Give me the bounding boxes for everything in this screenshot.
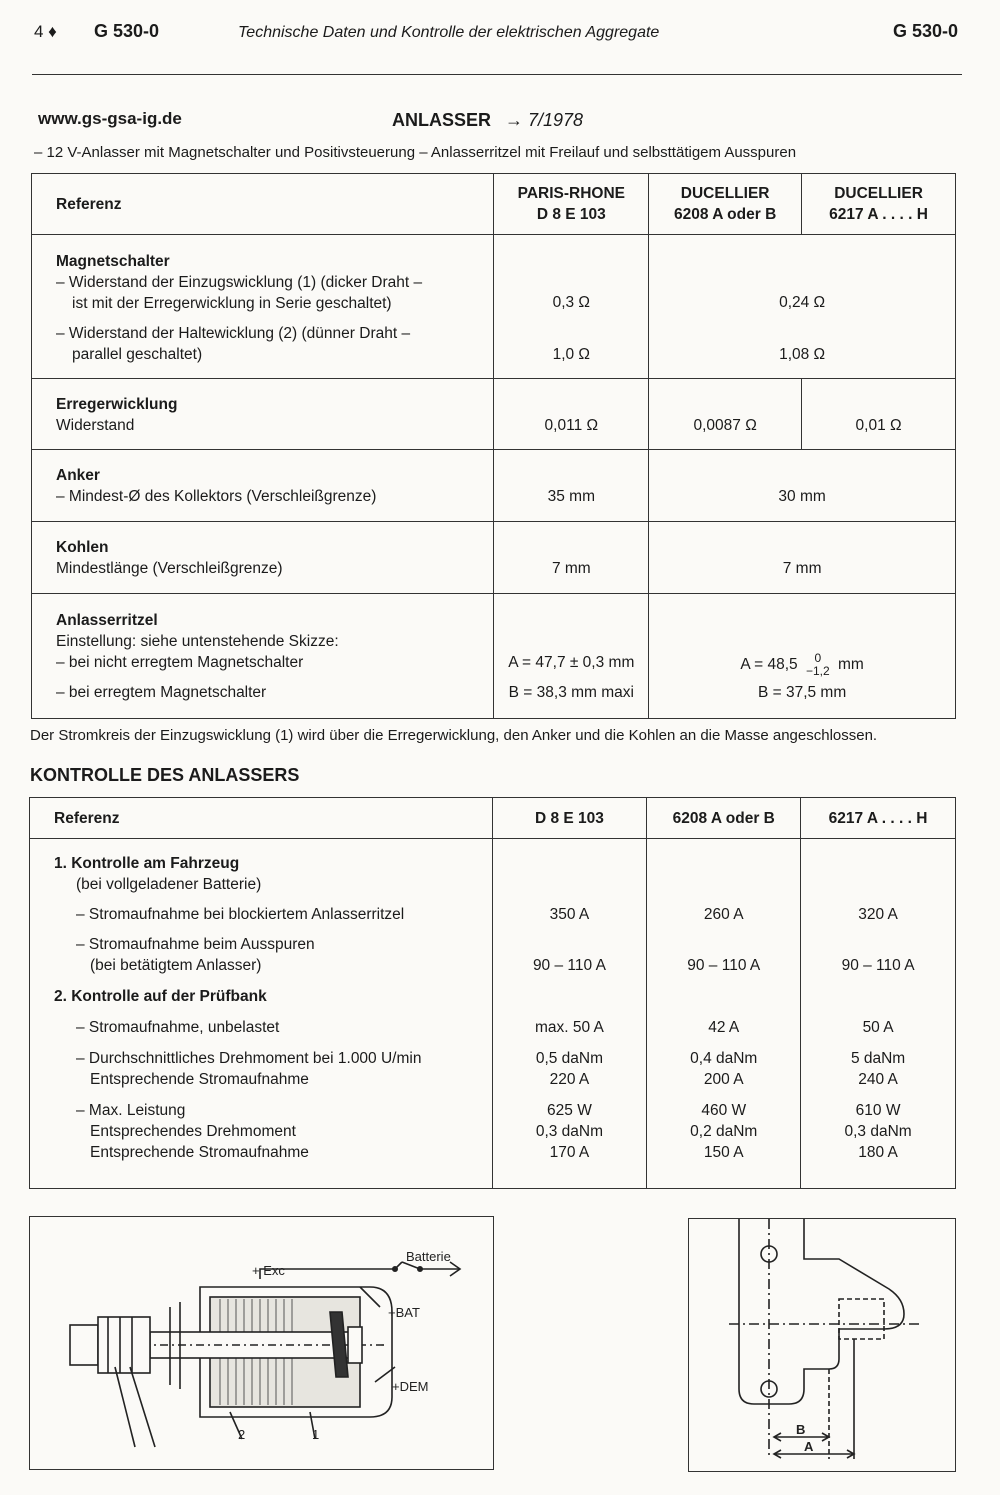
kohlen-sub: Mindestlänge (Verschleißgrenze) bbox=[56, 560, 283, 577]
r5-label-a: – Max. Leistung bbox=[76, 1102, 186, 1119]
pinion-dimension-figure bbox=[688, 1218, 956, 1472]
erreger-title: Erregerwicklung bbox=[56, 396, 178, 413]
doc-code-right: G 530-0 bbox=[892, 21, 958, 41]
header-rule bbox=[32, 74, 962, 75]
nut bbox=[70, 1325, 98, 1365]
col-header-ducellier-6208 bbox=[649, 174, 802, 235]
r1-c1: 350 A bbox=[549, 906, 590, 923]
magnet-v1-c1: 0,3 Ω bbox=[552, 294, 591, 311]
r5c-c3: 180 A bbox=[858, 1144, 898, 1161]
r4b-c2: 200 A bbox=[703, 1071, 744, 1088]
kontrolle-table bbox=[29, 797, 956, 1189]
pinion-sketch bbox=[689, 1219, 955, 1471]
r3-c3: 50 A bbox=[862, 1019, 894, 1036]
r5a-c3: 610 W bbox=[855, 1102, 901, 1119]
kohlen-c1: 7 mm bbox=[494, 522, 649, 594]
r4a-c3: 5 daNm bbox=[850, 1050, 906, 1067]
section-title: ANLASSER bbox=[392, 110, 492, 130]
ritzel-a-c23-unit: mm bbox=[838, 656, 864, 674]
r5-label-c: Entsprechende Stromaufnahme bbox=[90, 1144, 309, 1161]
ritzel-b-c23: B = 37,5 mm bbox=[757, 684, 847, 701]
anker-c1: 35 mm bbox=[494, 450, 649, 522]
r3-c1: max. 50 A bbox=[534, 1019, 604, 1036]
col3-line1: DUCELLIER bbox=[834, 185, 923, 202]
kontrolle-values-c3 bbox=[801, 839, 956, 1189]
ritzel-title: Anlasserritzel bbox=[56, 612, 158, 629]
kontrolle-header-row bbox=[30, 798, 956, 839]
label-batterie: Batterie bbox=[406, 1249, 451, 1264]
label-1: 1 bbox=[312, 1427, 320, 1442]
table-row-anker bbox=[32, 450, 956, 522]
kohlen-title: Kohlen bbox=[56, 539, 109, 556]
r3-label: – Stromaufnahme, unbelastet bbox=[76, 1019, 280, 1036]
r4a-c2: 0,4 daNm bbox=[690, 1050, 758, 1067]
magnet-v2-c1: 1,0 Ω bbox=[552, 346, 591, 363]
magnet-item1-a: – Widerstand der Einzugswicklung (1) (dicker Draht – bbox=[56, 274, 423, 291]
r5a-c1: 625 W bbox=[547, 1102, 592, 1119]
page-title: Technische Daten und Kontrolle der elektrischen Aggregate bbox=[238, 24, 660, 41]
erreger-label-cell bbox=[32, 379, 494, 450]
r2-label-a: – Stromaufnahme beim Ausspuren bbox=[76, 936, 315, 953]
starter-diagram bbox=[30, 1217, 493, 1469]
dim-label-a: A bbox=[804, 1439, 814, 1454]
s1-title: 1. Kontrolle am Fahrzeug bbox=[54, 855, 240, 872]
magnet-item2-b: parallel geschaltet) bbox=[72, 346, 203, 363]
section-intro: – 12 V-Anlasser mit Magnetschalter und Positivsteuerung – Anlasserritzel mit Freilauf und selbsttätigem Ausspuren bbox=[34, 144, 797, 161]
page-number: 4 ♦ bbox=[34, 22, 57, 41]
magnet-v2-c23: 1,08 Ω bbox=[779, 346, 826, 363]
erreger-c2: 0,0087 Ω bbox=[649, 379, 802, 450]
label-exc: + Exc bbox=[252, 1263, 285, 1278]
col2-line1: DUCELLIER bbox=[680, 185, 770, 202]
ritzel-a-c23 bbox=[649, 652, 955, 678]
col-header-paris-rhone bbox=[494, 174, 649, 235]
note-text: Der Stromkreis der Einzugswicklung (1) wird über die Erregerwicklung, den Anker und die Kohlen an die Masse angeschlossen. bbox=[30, 727, 878, 744]
ritzel-c23-cell bbox=[649, 594, 956, 719]
ritzel-sub2: – bei nicht erregtem Magnetschalter bbox=[56, 654, 304, 671]
col2-line2: 6208 A oder B bbox=[674, 206, 777, 223]
anker-title: Anker bbox=[56, 467, 100, 484]
r5b-c2: 0,2 daNm bbox=[690, 1123, 758, 1140]
kontrolle-labels-cell bbox=[30, 839, 493, 1189]
r5b-c1: 0,3 daNm bbox=[535, 1123, 604, 1140]
magnet-c23-cell bbox=[649, 235, 956, 379]
s2-title: 2. Kontrolle auf der Prüfbank bbox=[54, 988, 267, 1005]
magnet-item2-a: – Widerstand der Haltewicklung (2) (dünner Draht – bbox=[56, 325, 411, 342]
col3-line2: 6217 A . . . . H bbox=[829, 206, 928, 223]
pinion-dashed bbox=[839, 1299, 884, 1339]
label-2: 2 bbox=[238, 1427, 246, 1442]
magnetschalter-label-cell bbox=[32, 235, 494, 379]
r4-label-b: Entsprechende Stromaufnahme bbox=[90, 1071, 309, 1088]
r1-c3: 320 A bbox=[858, 906, 898, 923]
r1-label: – Stromaufnahme bei blockiertem Anlasserritzel bbox=[76, 906, 405, 923]
col1-line2: D 8 E 103 bbox=[536, 206, 606, 223]
r2-c1: 90 – 110 A bbox=[532, 957, 606, 974]
ritzel-sub1: Einstellung: siehe untenstehende Skizze: bbox=[56, 633, 339, 650]
r4b-c3: 240 A bbox=[858, 1071, 898, 1088]
kohlen-c23: 7 mm bbox=[649, 522, 956, 594]
kontrolle-ref-header: Referenz bbox=[30, 798, 493, 839]
table-row-erregerwicklung bbox=[32, 379, 956, 450]
col-header-ducellier-6217 bbox=[802, 174, 956, 235]
table-row-anlasserritzel bbox=[32, 594, 956, 719]
magnet-c1-cell bbox=[494, 235, 649, 379]
r2-c3: 90 – 110 A bbox=[841, 957, 915, 974]
erreger-c3: 0,01 Ω bbox=[802, 379, 956, 450]
r4-label-a: – Durchschnittliches Drehmoment bei 1.000 U/min bbox=[76, 1050, 422, 1067]
ritzel-b-c1: B = 38,3 mm maxi bbox=[508, 684, 634, 701]
s1-sub: (bei vollgeladener Batterie) bbox=[76, 876, 262, 893]
magnet-item1-b: ist mit der Erregerwicklung in Serie geschaltet) bbox=[72, 295, 392, 312]
dim-label-b: B bbox=[796, 1422, 806, 1437]
kontrolle-values-c2 bbox=[647, 839, 801, 1189]
doc-code-left: G 530-0 bbox=[94, 21, 160, 41]
ritzel-sub3: – bei erregtem Magnetschalter bbox=[56, 684, 267, 701]
anlasser-spec-table bbox=[31, 173, 956, 719]
r5b-c3: 0,3 daNm bbox=[844, 1123, 912, 1140]
bracket-outline bbox=[739, 1219, 904, 1404]
anker-sub: – Mindest-Ø des Kollektors (Verschleißgrenze) bbox=[56, 488, 377, 505]
col1-line1: PARIS-RHONE bbox=[517, 185, 625, 202]
anker-label-cell bbox=[32, 450, 494, 522]
kontrolle-body-row bbox=[30, 839, 956, 1189]
table-header-row bbox=[32, 174, 956, 235]
website-link[interactable]: www.gs-gsa-ig.de bbox=[38, 109, 182, 128]
erreger-c1: 0,011 Ω bbox=[494, 379, 649, 450]
kontrolle-values-c1 bbox=[492, 839, 647, 1189]
pinion bbox=[98, 1317, 150, 1373]
referenz-header: Referenz bbox=[32, 174, 494, 235]
r4b-c1: 220 A bbox=[549, 1071, 590, 1088]
kontrolle-col1: D 8 E 103 bbox=[492, 798, 647, 839]
table-row-magnetschalter bbox=[32, 235, 956, 379]
r1-c2: 260 A bbox=[703, 906, 744, 923]
tolerance-lower: −1,2 bbox=[806, 664, 830, 678]
ritzel-label-cell bbox=[32, 594, 494, 719]
kontrolle-title: KONTROLLE DES ANLASSERS bbox=[30, 765, 300, 785]
r5-label-b: Entsprechendes Drehmoment bbox=[90, 1123, 296, 1140]
tolerance-upper: 0 bbox=[814, 651, 822, 665]
r3-c2: 42 A bbox=[708, 1019, 740, 1036]
ritzel-a-c23-tolerance bbox=[806, 652, 830, 678]
r4a-c1: 0,5 daNm bbox=[535, 1050, 604, 1067]
ritzel-a-c1: A = 47,7 ± 0,3 mm bbox=[508, 654, 635, 671]
table-row-kohlen bbox=[32, 522, 956, 594]
erreger-sub: Widerstand bbox=[56, 417, 135, 434]
anker-c23: 30 mm bbox=[649, 450, 956, 522]
r2-label-b: (bei betätigtem Anlasser) bbox=[90, 957, 262, 974]
starter-cross-section-figure bbox=[29, 1216, 494, 1470]
ritzel-c1-cell bbox=[494, 594, 649, 719]
label-bat: +BAT bbox=[388, 1305, 420, 1320]
section-date: → 7/1978 bbox=[505, 110, 584, 130]
label-dem: +DEM bbox=[392, 1379, 429, 1394]
kontrolle-col3: 6217 A . . . . H bbox=[801, 798, 956, 839]
magnetschalter-title: Magnetschalter bbox=[56, 253, 170, 270]
r5c-c1: 170 A bbox=[549, 1144, 590, 1161]
r5a-c2: 460 W bbox=[701, 1102, 747, 1119]
r2-c2: 90 – 110 A bbox=[687, 957, 761, 974]
kohlen-label-cell bbox=[32, 522, 494, 594]
kontrolle-col2: 6208 A oder B bbox=[647, 798, 801, 839]
ritzel-a-c23-value: A = 48,5 bbox=[740, 656, 798, 674]
magnet-v1-c23: 0,24 Ω bbox=[779, 294, 826, 311]
r5c-c2: 150 A bbox=[703, 1144, 744, 1161]
